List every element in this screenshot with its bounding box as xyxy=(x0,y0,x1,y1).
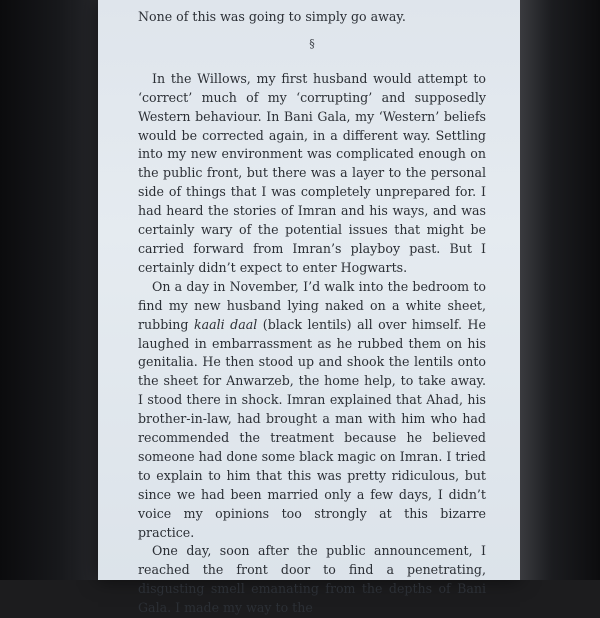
closing-line: None of this was going to simply go away. xyxy=(138,9,406,24)
paragraph-2-start: On a day in November, I’d walk into the bedroom to find my new husband lying naked on a white sheet, rubbing xyxy=(138,278,486,332)
page-text xyxy=(138,8,486,618)
right-bezel xyxy=(520,0,600,580)
paragraph-2-italic: kaali daal xyxy=(193,316,258,332)
paragraph-2 xyxy=(138,278,486,543)
book-page xyxy=(98,0,520,616)
paragraph-3: One day, soon after the public announcement, I reached the front door to find a penetrating, disgusting smell emanating from the depths of Bani Gala. I made my way to the xyxy=(138,543,486,616)
left-bezel xyxy=(0,0,98,580)
paragraph-2-end: (black lentils) all over himself. He laughed in embarrassment as he rubbed them on his genitalia. He then stood up and shook the lentils onto the sheet for Anwarzeb, the home help, to take away. I stood there in shock. Imran explained that Ahad, his brother-in-law, had brought a man with him who had recommended the treatment because he believed someone had done some black magic on Imran. I tried to explain to him that this was pretty ridiculous, but since we had been married only a few days, I didn’t voice my opinions too strongly at this bizarre practice. xyxy=(138,316,486,540)
section-ornament: § xyxy=(309,36,315,50)
paragraph-1: In the Willows, my first husband would attempt to ‘correct’ much of my ‘corrupting’ and supposedly Western behaviour. In Bani Gala, my ‘Western’ beliefs would be corrected again, in a different way. Settling into my new environment was complicated enough on the public front, but there was a layer to the personal side of things that I was completely unprepared for. I had heard the stories of Imran and his ways, and was certainly wary of the potential issues that might be carried forward from Imran’s playboy past. But I certainly didn’t expect to enter Hogwarts. xyxy=(138,70,486,275)
